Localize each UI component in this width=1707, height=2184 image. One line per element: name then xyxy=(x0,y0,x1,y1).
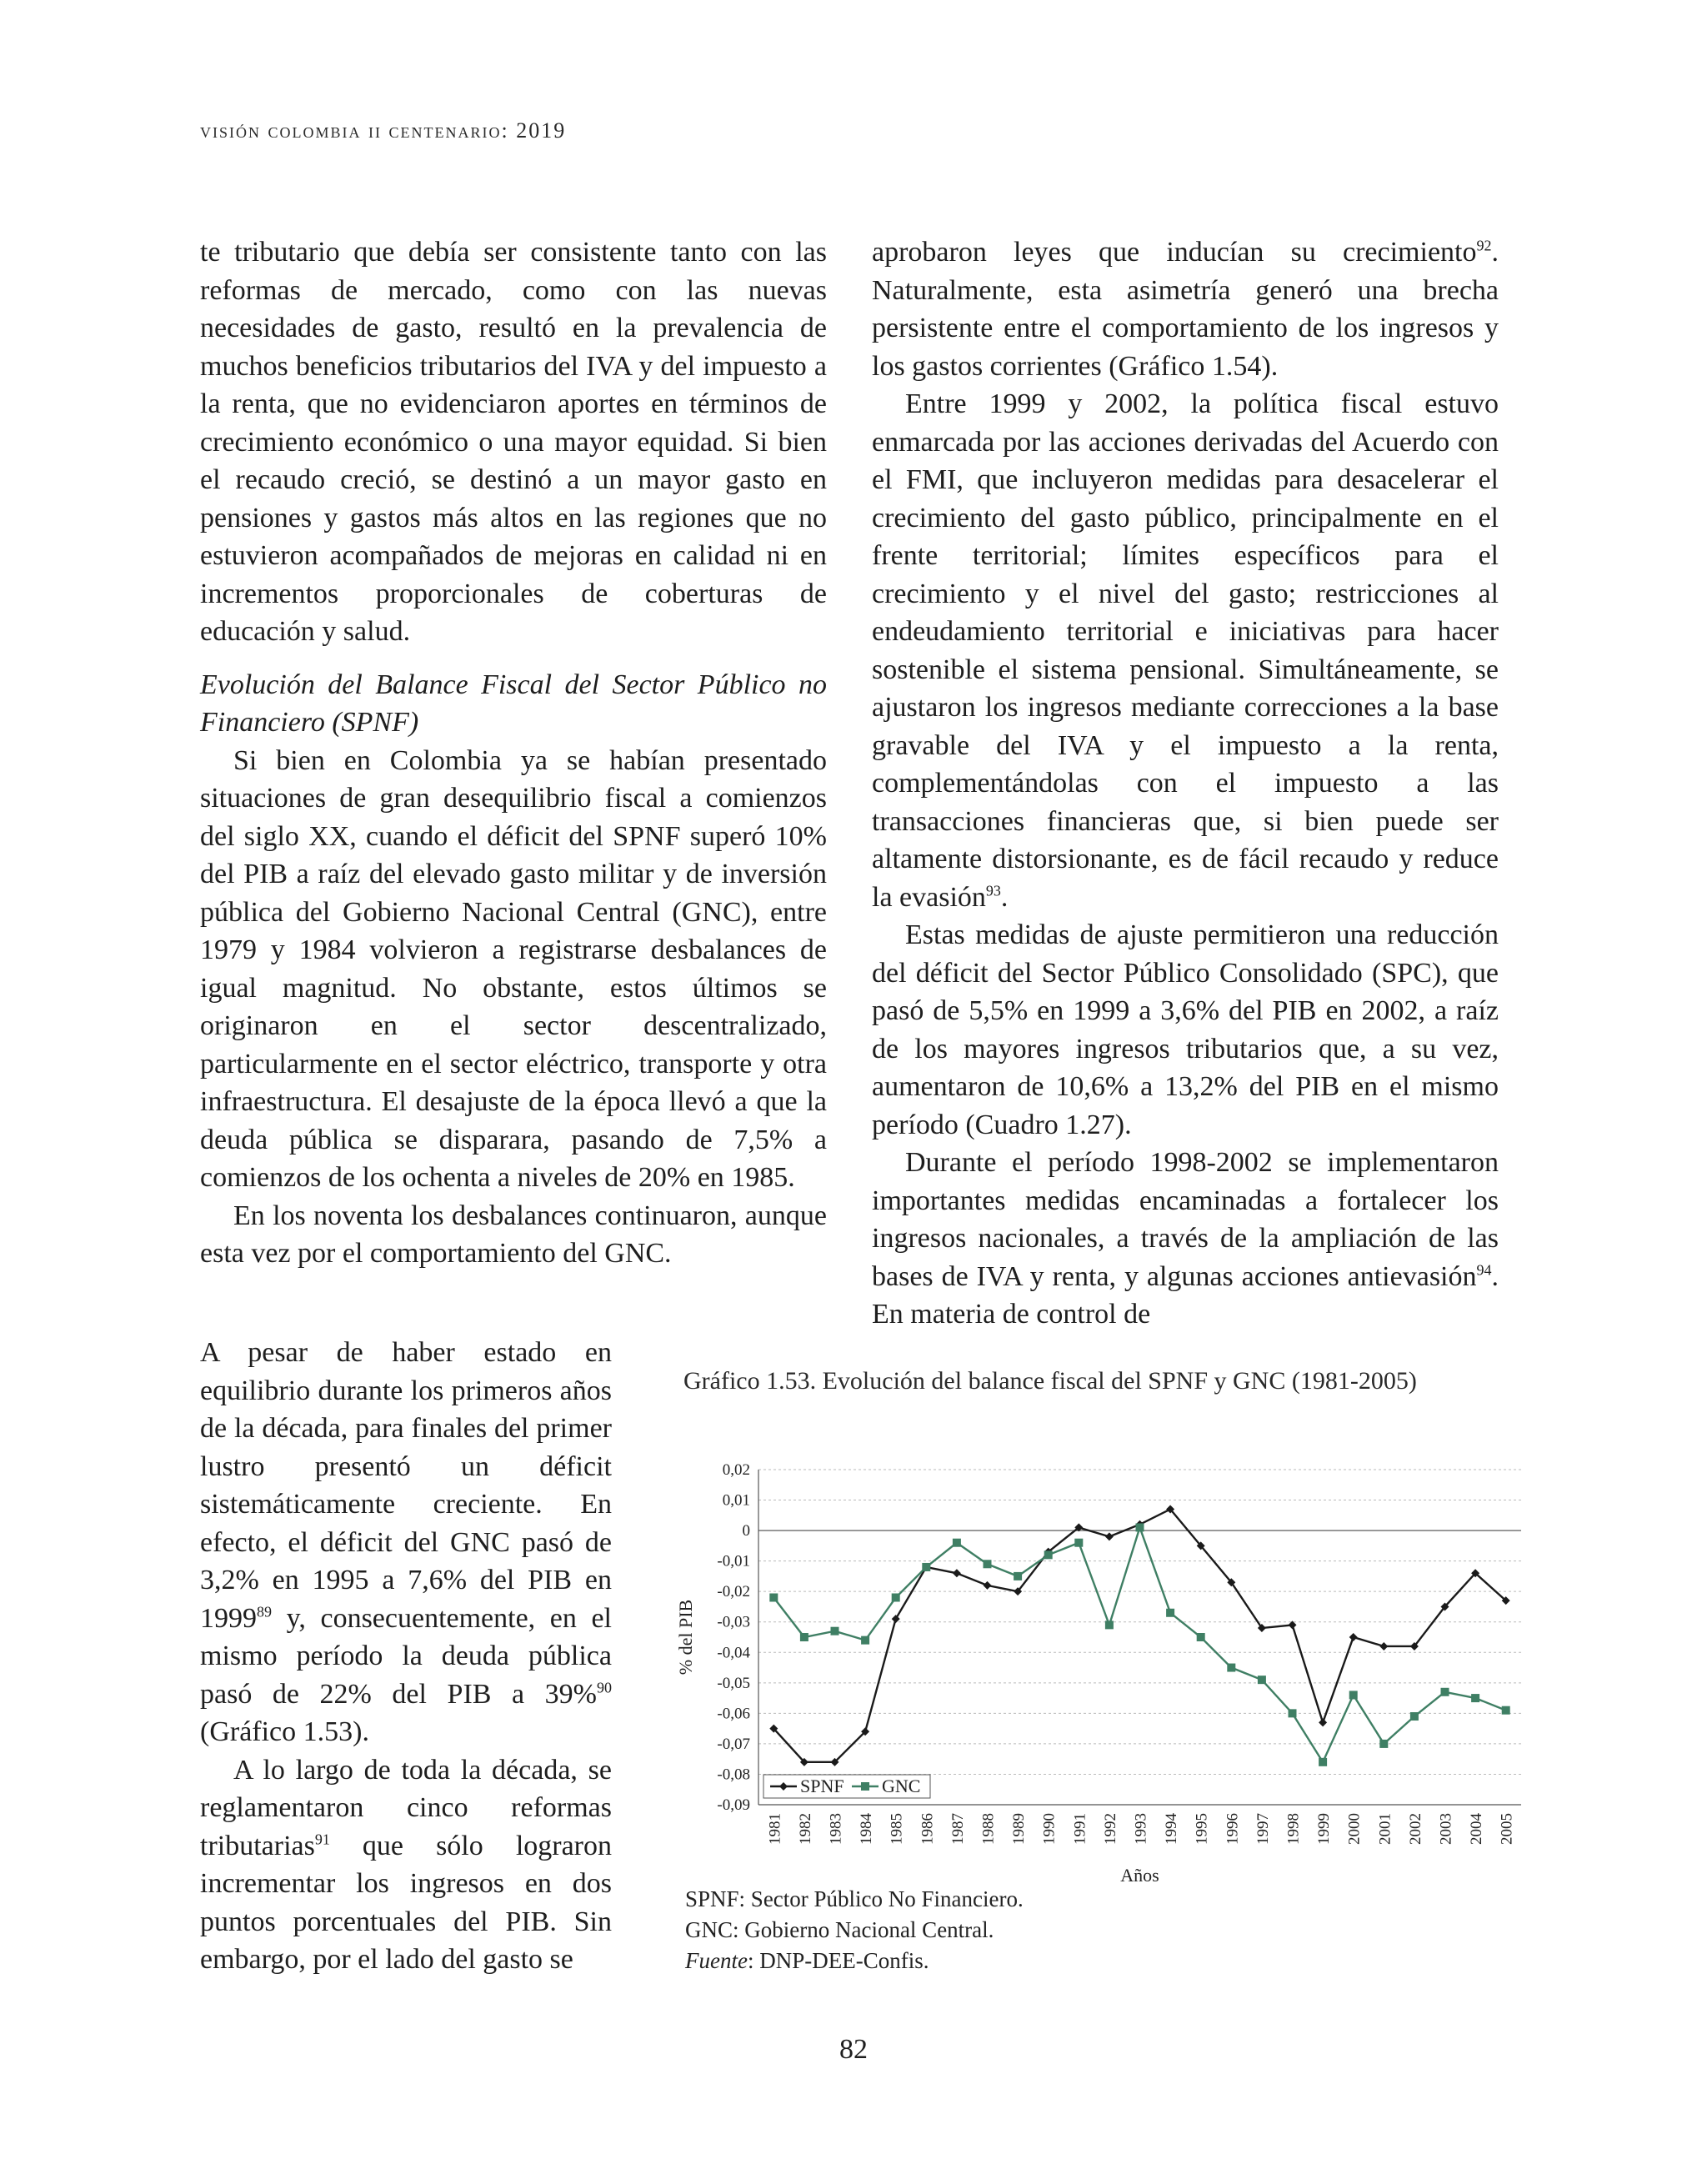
x-tick-label: 1990 xyxy=(1040,1813,1059,1845)
data-point-gnc xyxy=(1258,1676,1266,1684)
y-tick-label: -0,02 xyxy=(717,1583,750,1601)
x-tick-label: 1985 xyxy=(888,1813,906,1845)
data-point-gnc xyxy=(1105,1620,1114,1629)
figure-source xyxy=(685,1946,1024,1976)
data-point-gnc xyxy=(831,1627,839,1635)
y-tick-label: -0,03 xyxy=(717,1613,750,1631)
x-tick-label: 1993 xyxy=(1132,1813,1150,1845)
x-tick-label: 1987 xyxy=(949,1813,967,1845)
x-tick-label: 1983 xyxy=(827,1813,845,1845)
running-header: visión colombia ii centenario: 2019 xyxy=(200,118,567,143)
x-tick-label: 1981 xyxy=(766,1813,784,1845)
y-tick-label: 0 xyxy=(742,1522,750,1540)
data-point-gnc xyxy=(1379,1740,1388,1748)
x-tick-label: 2003 xyxy=(1437,1813,1455,1845)
x-tick-label: 1995 xyxy=(1193,1813,1211,1845)
data-point-spnf xyxy=(1319,1718,1327,1726)
y-tick-label: 0,02 xyxy=(722,1461,750,1479)
source-text: : DNP-DEE-Confis. xyxy=(747,1948,929,1973)
data-point-gnc xyxy=(769,1593,778,1601)
footnote-ref[interactable]: 92 xyxy=(1476,237,1492,254)
x-tick-label: 1998 xyxy=(1284,1813,1303,1845)
y-tick-label: 0,01 xyxy=(722,1491,750,1510)
x-tick-label: 1997 xyxy=(1254,1813,1272,1845)
text-run: . Naturalmente, esta asimetría generó una brecha persistente entre el comportamiento de los ingresos y los gastos corrientes (Gráfico 1.54). xyxy=(872,237,1499,382)
x-tick-label: 1989 xyxy=(1010,1813,1029,1845)
x-tick-label: 1999 xyxy=(1315,1813,1334,1845)
y-tick-label: -0,06 xyxy=(717,1705,750,1723)
footnote-ref[interactable]: 89 xyxy=(257,1603,272,1620)
figure-note: GNC: Gobierno Nacional Central. xyxy=(685,1917,994,1942)
data-point-gnc xyxy=(1441,1688,1449,1696)
text-run: A pesar de haber estado en equilibrio durante los primeros años de la década, para finales del primer lustro presentó un déficit sistemáticamente creciente. En efecto, el déficit del GNC pasó de 3,2% en 1995 a 7,6% del PIB en 1999 xyxy=(200,1337,612,1634)
data-point-spnf xyxy=(1349,1633,1358,1641)
data-point-spnf xyxy=(1379,1642,1388,1651)
y-tick-label: -0,01 xyxy=(717,1552,750,1570)
paragraph: En los noventa los desbalances continuaron, aunque esta vez por el comportamiento del GNC. xyxy=(200,1200,827,1269)
text-run: Entre 1999 y 2002, la política fiscal estuvo enmarcada por las acciones derivadas del Acuerdo con el FMI, que incluyeron medidas para desacelerar el crecimiento del gasto público, principalmente en el frente territorial; límites específicos para el crecimiento y el nivel del gasto; restricciones al endeudamiento territorial e iniciativas para hacer sostenible el sistema pensional. Simultáneamente, se ajustaron los ingresos mediante correcciones a la base gravable del IVA y el impuesto a la renta, complementándolas con el impuesto a las transacciones financieras que, si bien puede ser altamente distorsionante, es de fácil recaudo y reduce la evasión xyxy=(872,388,1499,913)
data-point-gnc xyxy=(1166,1609,1174,1617)
text-run: (Gráfico 1.53). xyxy=(200,1716,369,1747)
data-point-spnf xyxy=(1105,1532,1114,1540)
x-tick-label: 1986 xyxy=(919,1813,937,1845)
data-point-spnf xyxy=(953,1569,961,1577)
data-point-gnc xyxy=(922,1563,930,1571)
legend-label: GNC xyxy=(882,1776,921,1796)
x-axis-label: Años xyxy=(1120,1865,1159,1886)
text-run: que sólo lograron incrementar los ingresos en dos puntos porcentuales del PIB. Sin embargo, por el lado del gasto se xyxy=(200,1830,612,1975)
data-point-gnc xyxy=(892,1593,900,1601)
data-point-gnc xyxy=(1349,1691,1358,1699)
left-column xyxy=(200,233,827,1273)
paragraph: te tributario que debía ser consistente tanto con las reformas de mercado, como con las nuevas necesidades de gasto, resultó en la prevalencia de muchos beneficios tributarios del IVA y del impuesto a la renta, que no evidenciaron aportes en términos de crecimiento económico o una mayor equidad. Si bien el recaudo creció, se destinó a un mayor gasto en pensiones y gastos más altos en las regiones que no estuvieron acompañados de mejoras en calidad ni en incrementos proporcionales de coberturas de educación y salud. xyxy=(200,237,827,647)
x-tick-label: 2000 xyxy=(1345,1813,1364,1845)
text-run: aprobaron leyes que inducían su crecimiento xyxy=(872,237,1477,268)
series-line-spnf xyxy=(773,1510,1505,1762)
right-column xyxy=(872,233,1499,1334)
x-tick-label: 1996 xyxy=(1224,1813,1242,1845)
data-point-gnc xyxy=(1410,1712,1419,1721)
text-run: . En materia de control de xyxy=(872,1260,1499,1330)
x-axis-ticks xyxy=(766,1813,1515,1846)
chart-gridlines xyxy=(758,1470,1521,1805)
paragraph xyxy=(872,1144,1499,1334)
footnote-ref[interactable]: 91 xyxy=(314,1831,330,1848)
y-tick-label: -0,04 xyxy=(717,1644,750,1662)
y-tick-label: -0,09 xyxy=(717,1796,750,1814)
page-number: 82 xyxy=(839,2034,868,2065)
text-run: . xyxy=(1000,881,1009,913)
paragraph xyxy=(200,1751,612,1979)
legend-label: SPNF xyxy=(800,1776,844,1796)
data-point-gnc xyxy=(1471,1694,1479,1702)
chart-legend xyxy=(763,1775,930,1798)
data-point-gnc xyxy=(1319,1758,1327,1766)
footnote-ref[interactable]: 90 xyxy=(597,1679,612,1696)
data-point-gnc xyxy=(984,1560,992,1568)
x-tick-label: 1982 xyxy=(796,1813,814,1845)
x-tick-label: 2002 xyxy=(1406,1813,1424,1845)
data-point-gnc xyxy=(1044,1550,1053,1559)
data-point-spnf xyxy=(984,1581,992,1590)
chart-series xyxy=(769,1505,1509,1766)
data-point-gnc xyxy=(1289,1709,1297,1717)
data-point-gnc xyxy=(1502,1706,1510,1715)
paragraph: Estas medidas de ajuste permitieron una reducción del déficit del Sector Público Consolidado (SPC), que pasó de 5,5% en 1999 a 3,6% del PIB en 2002, a raíz de los mayores ingresos tributarios que, a su vez, aumentaron de 10,6% a 13,2% del PIB en el mismo período (Cuadro 1.27). xyxy=(872,919,1499,1140)
data-point-gnc xyxy=(1014,1572,1022,1580)
narrow-column xyxy=(200,1334,612,1979)
x-tick-label: 2004 xyxy=(1468,1813,1486,1845)
y-tick-label: -0,05 xyxy=(717,1674,750,1692)
footnote-ref[interactable]: 94 xyxy=(1476,1261,1492,1279)
footnote-ref[interactable]: 93 xyxy=(985,882,1001,899)
paragraph xyxy=(200,1334,612,1751)
paragraph xyxy=(872,233,1499,385)
x-tick-label: 1994 xyxy=(1163,1813,1181,1845)
figure-notes xyxy=(685,1884,1024,1976)
y-axis-label: % del PIB xyxy=(675,1599,696,1676)
line-chart xyxy=(667,1446,1542,1888)
data-point-gnc xyxy=(1197,1633,1205,1641)
data-point-gnc xyxy=(1227,1664,1235,1672)
section-subheading: Evolución del Balance Fiscal del Sector Público no Financiero (SPNF) xyxy=(200,669,827,738)
text-run: y, consecuentemente, en el mismo período la deuda pública pasó de 22% del PIB a 39% xyxy=(200,1602,612,1710)
data-point-gnc xyxy=(953,1539,961,1547)
figure-note: SPNF: Sector Público No Financiero. xyxy=(685,1886,1024,1911)
legend-marker xyxy=(861,1782,869,1791)
x-tick-label: 1984 xyxy=(858,1813,876,1845)
y-tick-label: -0,07 xyxy=(717,1735,750,1753)
data-point-gnc xyxy=(1074,1539,1083,1547)
figure-caption: Gráfico 1.53. Evolución del balance fiscal del SPNF y GNC (1981-2005) xyxy=(683,1367,1417,1395)
source-label: Fuente xyxy=(685,1948,748,1973)
data-point-gnc xyxy=(800,1633,808,1641)
x-tick-label: 2001 xyxy=(1376,1813,1394,1845)
x-tick-label: 1991 xyxy=(1071,1813,1089,1845)
text-run: Durante el período 1998-2002 se implementaron importantes medidas encaminadas a fortalecer los ingresos nacionales, a través de la ampliación de las bases de IVA y renta, y algunas acciones antievasión xyxy=(872,1147,1499,1292)
x-tick-label: 2005 xyxy=(1498,1813,1516,1845)
y-axis-ticks xyxy=(717,1461,750,1814)
series-line-gnc xyxy=(773,1527,1505,1761)
data-point-gnc xyxy=(1136,1523,1144,1531)
x-tick-label: 1992 xyxy=(1101,1813,1119,1845)
x-tick-label: 1988 xyxy=(979,1813,998,1845)
text-run: A lo largo de toda la década, se reglamentaron cinco reformas tributarias xyxy=(200,1754,612,1861)
y-tick-label: -0,08 xyxy=(717,1766,750,1784)
data-point-gnc xyxy=(861,1636,869,1645)
paragraph xyxy=(872,385,1499,916)
paragraph: Si bien en Colombia ya se habían presentado situaciones de gran desequilibrio fiscal a comienzos del siglo XX, cuando el déficit del SPNF superó 10% del PIB a raíz del elevado gasto militar y de inversión pública del Gobierno Nacional Central (GNC), entre 1979 y 1984 volvieron a registrarse desbalances de igual magnitud. No obstante, estos últimos se originaron en el sector descentralizado, particularmente en el sector eléctrico, transporte y otra infraestructura. El desajuste de la época llevó a que la deuda pública se disparara, pasando de 7,5% a comienzos de los ochenta a niveles de 20% en 1985. xyxy=(200,744,827,1193)
